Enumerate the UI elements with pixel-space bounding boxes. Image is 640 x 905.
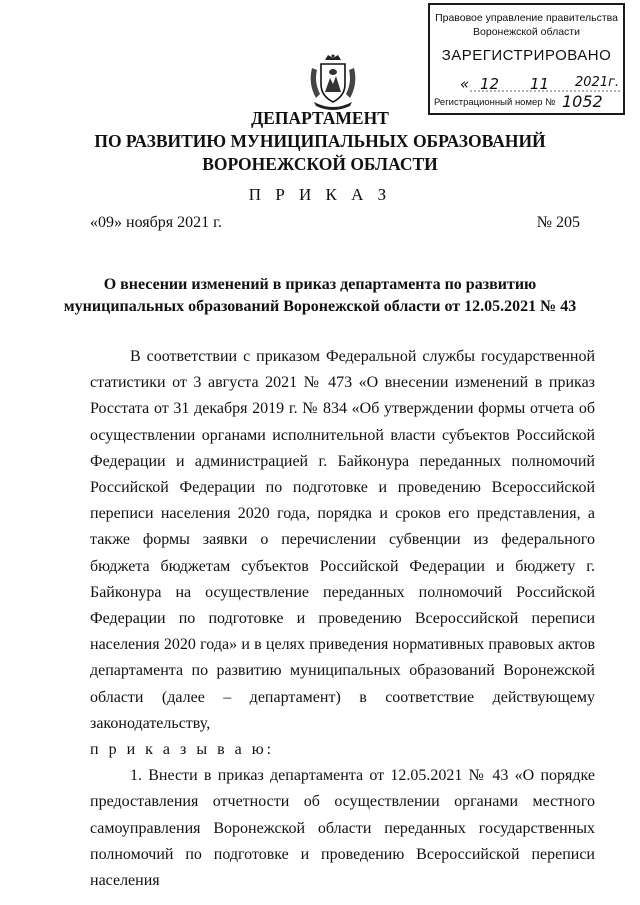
department-line2: ПО РАЗВИТИЮ МУНИЦИПАЛЬНЫХ ОБРАЗОВАНИЙ (94, 131, 546, 151)
document-body (90, 344, 595, 894)
department-header (0, 107, 640, 176)
order-item-1: 1. Внести в приказ департамента от 12.05.2021 № 43 «О порядке предоставления отчетности об осуществлении органами местного самоуправления Воронежской области переданных государственных полномочий по подготовке и проведению Всероссийской переписи населения (90, 767, 595, 890)
department-line3: ВОРОНЕЖСКОЙ ОБЛАСТИ (202, 154, 438, 174)
department-line1: ДЕПАРТАМЕНТ (251, 108, 389, 128)
order-word: п р и к а з ы в а ю: (90, 741, 275, 759)
stamp-year: 2021г. (575, 75, 620, 90)
body-paragraph-1: В соответствии с приказом Федеральной службы государственной статистики от 3 августа 2021 № 473 «О внесении изменений в приказ Росстата от 31 декабря 2019 г. № 834 «Об утверждении формы отчета об осуществлении органами исполнительной власти субъектов Российской Федерации и администрацией г. Байконура переданных полномочий Российской Федерации по подготовке и проведению Всероссийской переписи населения 2020 года, порядка и сроков его представления, а также формы заявки о перечислении субвенции из федерального бюджета бюджетам субъектов Российской Федерации и бюджету г. Байконура на осуществление переданных полномочий Российской Федерации по подготовке и проведению Всероссийской переписи населения 2020 года» и в целях приведения нормативных правовых актов департамента по развитию муниципальных образований Воронежской области (далее – департамент) в соответствие действующему законодательству, (90, 348, 595, 732)
coat-of-arms-icon (306, 54, 360, 110)
document-number: № 205 (536, 214, 580, 231)
stamp-reg-number-label: Регистрационный номер № (434, 97, 556, 108)
stamp-quote-mark: « (460, 75, 470, 93)
stamp-month: 11 (530, 75, 550, 93)
subject-line1: О внесении изменений в приказ департамента по развитию (103, 276, 537, 293)
registration-stamp (428, 3, 625, 115)
stamp-reg-number: 1052 (562, 92, 603, 111)
document-type: П Р И К А З (248, 185, 392, 204)
stamp-day: 12 (480, 75, 500, 93)
stamp-org-line1: Правовое управление правительства (435, 12, 618, 24)
document-date: «09» ноября 2021 г. (90, 214, 222, 231)
stamp-organization (430, 11, 623, 39)
stamp-org-line2: Воронежской области (473, 26, 580, 38)
stamp-registered-label: ЗАРЕГИСТРИРОВАНО (441, 47, 612, 64)
document-subject (0, 274, 640, 318)
stamp-date-row (430, 75, 623, 93)
subject-line2: муниципальных образований Воронежской области от 12.05.2021 № 43 (63, 298, 577, 315)
